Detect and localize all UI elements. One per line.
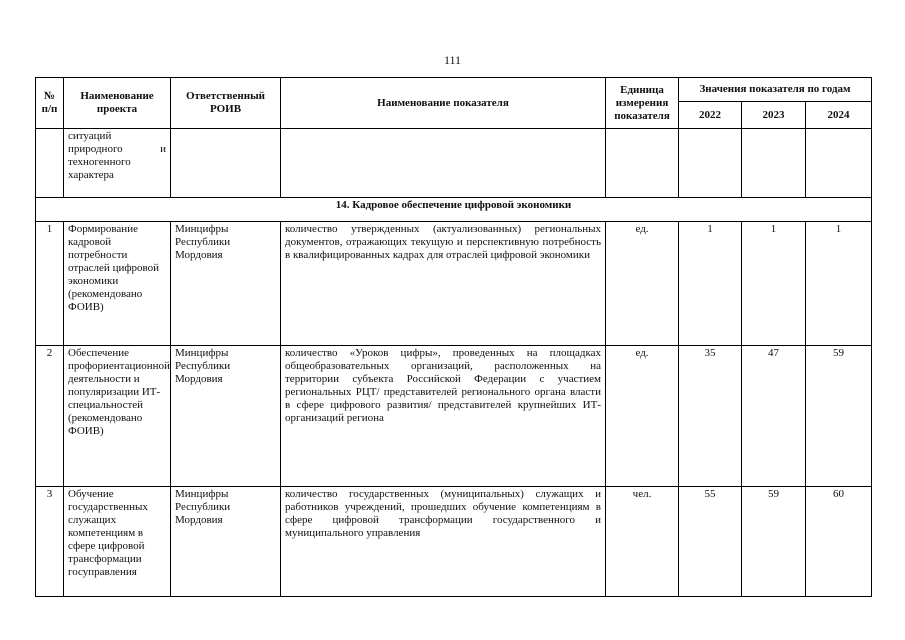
cell-indicator (281, 129, 606, 198)
cell-value-2022: 55 (679, 487, 742, 597)
indicators-table (35, 77, 872, 597)
cell-roiv (171, 129, 281, 198)
header-roiv: Ответственный РОИВ (171, 78, 281, 129)
cell-roiv: Минцифры Республики Мордовия (171, 487, 281, 597)
header-num: № п/п (36, 78, 64, 129)
cell-project: Формирование кадровой потребности отраслей цифровой экономики (рекомендовано ФОИВ) (64, 222, 171, 346)
cell-value-2024: 1 (806, 222, 872, 346)
cell-value-2022: 35 (679, 346, 742, 487)
section-row (36, 198, 872, 222)
cell-project: Обучение государственных служащих компетенциям в сфере цифровой трансформации госуправления (64, 487, 171, 597)
cell-unit: чел. (606, 487, 679, 597)
header-row (36, 78, 872, 102)
cell-indicator: количество «Уроков цифры», проведенных на площадках общеобразовательных организаций, расположенных на территории субъекта Российской Федерации с участием региональных РЦТ/ представителей регионального органа власти в сфере цифрового развития/ представителей крупнейших ИТ-организаций региона (281, 346, 606, 487)
header-year-2024: 2024 (806, 102, 872, 129)
cell-value-2023: 59 (742, 487, 806, 597)
cell-value-2024: 60 (806, 487, 872, 597)
cell-roiv: Минцифры Республики Мордовия (171, 222, 281, 346)
cell-project: ситуаций природного и техногенного характера (64, 129, 171, 198)
cell-value-2023: 1 (742, 222, 806, 346)
cell-value-2024: 59 (806, 346, 872, 487)
header-project: Наименование проекта (64, 78, 171, 129)
table-row (36, 487, 872, 597)
cell-num: 2 (36, 346, 64, 487)
cell-value (679, 129, 742, 198)
cell-num (36, 129, 64, 198)
header-unit: Единица измерения показателя (606, 78, 679, 129)
header-years-title: Значения показателя по годам (679, 78, 872, 102)
page-number: 111 (443, 53, 462, 67)
table-row (36, 222, 872, 346)
cell-value (806, 129, 872, 198)
cell-value-2022: 1 (679, 222, 742, 346)
cell-num: 1 (36, 222, 64, 346)
header-year-2023: 2023 (742, 102, 806, 129)
table-row (36, 346, 872, 487)
cell-indicator: количество утвержденных (актуализованных) региональных документов, отражающих текущую и перспективную потребность в квалифицированных кадрах для отраслей цифровой экономики (281, 222, 606, 346)
section-title: 14. Кадровое обеспечение цифровой экономики (36, 198, 872, 222)
header-year-2022: 2022 (679, 102, 742, 129)
cell-roiv: Минцифры Республики Мордовия (171, 346, 281, 487)
cell-indicator: количество государственных (муниципальных) служащих и работников учреждений, прошедших обучение компетенциям в сфере цифровой трансформации государственного и муниципального управления (281, 487, 606, 597)
cell-unit: ед. (606, 222, 679, 346)
cell-value (742, 129, 806, 198)
table-row (36, 129, 872, 198)
cell-num: 3 (36, 487, 64, 597)
header-indicator: Наименование показателя (281, 78, 606, 129)
cell-project: Обеспечение профориентационной деятельности и популяризации ИТ-специальностей (рекомендовано ФОИВ) (64, 346, 171, 487)
cell-unit: ед. (606, 346, 679, 487)
cell-unit (606, 129, 679, 198)
cell-value-2023: 47 (742, 346, 806, 487)
